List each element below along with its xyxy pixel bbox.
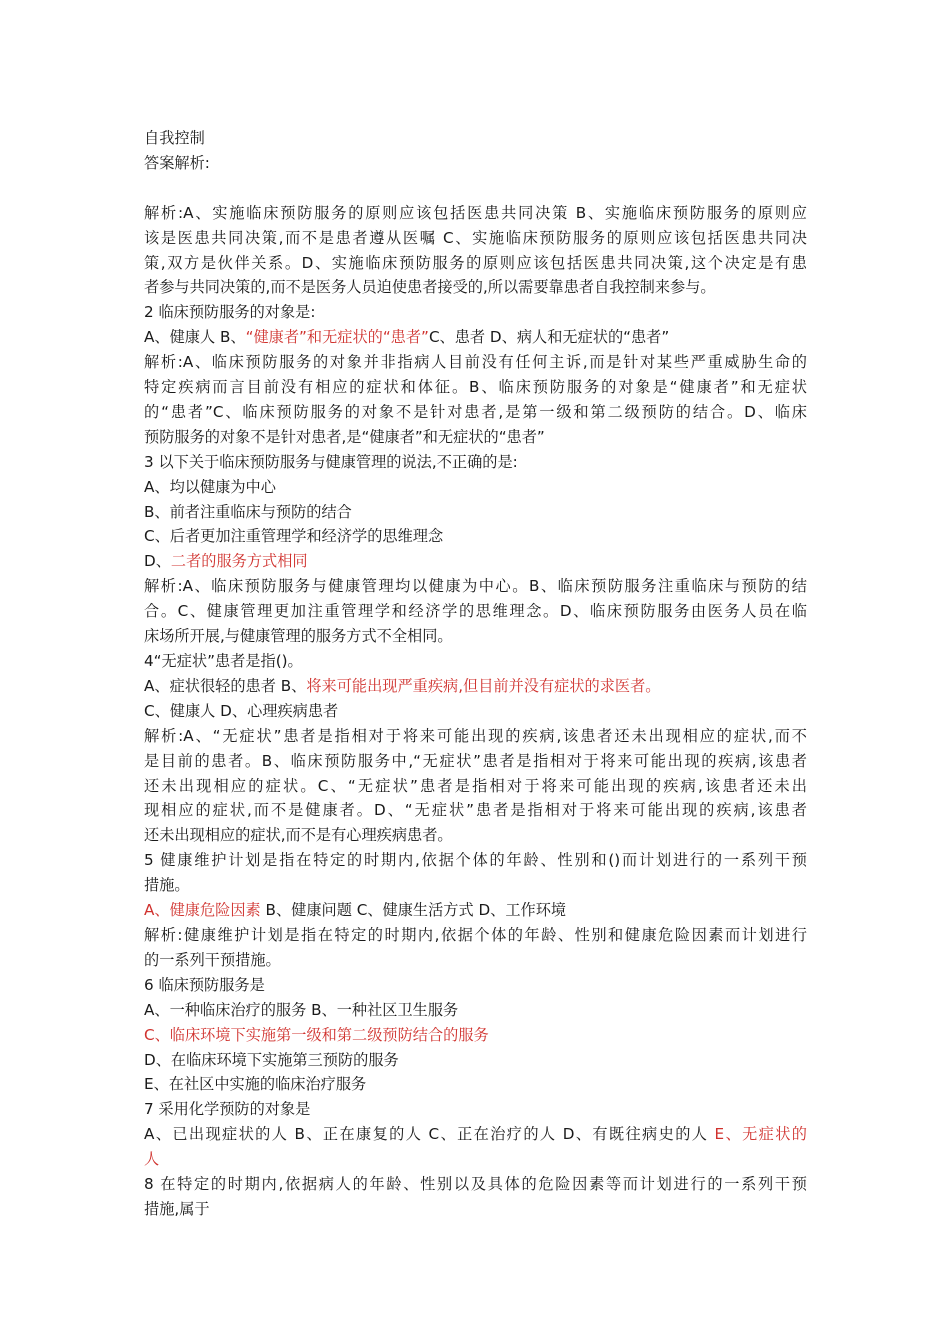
text-line: 8 在特定的时期内,依据病人的年龄、性别以及具体的危险因素等而计划进行的一系列干预	[144, 1175, 807, 1194]
text-segment: D、	[144, 552, 171, 571]
text-line	[144, 1023, 807, 1048]
text-line: C、后者更加注重管理学和经济学的思维理念	[144, 527, 444, 546]
text-segment: A、症状很轻的患者 B、	[144, 676, 307, 695]
text-line: 该是医患共同决策,而不是患者遵从医嘱 C、实施临床预防服务的原则应该包括医患共同决	[144, 228, 807, 247]
text-line: 2 临床预防服务的对象是:	[144, 303, 316, 322]
text-line: 还未出现相应的症状。C、“无症状”患者是指相对于将来可能出现的疾病,该患者还未出	[144, 776, 807, 795]
text-line: 还未出现相应的症状,而不是有心理疾病患者。	[144, 826, 453, 845]
text-line: 策,双方是伙伴关系。D、实施临床预防服务的原则应该包括医患共同决策,这个决定是有患	[144, 253, 807, 272]
text-segment: C、患者 D、病人和无症状的“患者”	[428, 328, 670, 347]
text-line	[144, 1122, 807, 1147]
text-line: 7 采用化学预防的对象是	[144, 1100, 311, 1119]
text-line: 者参与共同决策的,而不是医务人员迫使患者接受的,所以需要靠患者自我控制来参与。	[144, 278, 716, 297]
text-line: 3 以下关于临床预防服务与健康管理的说法,不正确的是:	[144, 452, 518, 471]
document-body	[144, 126, 807, 1222]
text-line: 解析:A、实施临床预防服务的原则应该包括医患共同决策 B、实施临床预防服务的原则应	[144, 203, 807, 222]
text-line: A、一种临床治疗的服务 B、一种社区卫生服务	[144, 1000, 459, 1019]
text-line: 措施,属于	[144, 1199, 210, 1218]
text-line	[144, 549, 807, 574]
text-line	[144, 674, 807, 699]
answer-highlight: 将来可能出现严重疾病,但目前并没有症状的求医者。	[306, 676, 661, 695]
text-line: 5 健康维护计划是指在特定的时期内,依据个体的年龄、性别和()而计划进行的一系列干预	[144, 851, 807, 870]
text-line: 解析:A、“无症状”患者是指相对于将来可能出现的疾病,该患者还未出现相应的症状,而不	[144, 726, 807, 745]
text-line	[144, 325, 807, 350]
text-line: B、前者注重临床与预防的结合	[144, 502, 352, 521]
text-line: 床场所开展,与健康管理的服务方式不全相同。	[144, 627, 453, 646]
text-line: D、在临床环境下实施第三预防的服务	[144, 1050, 399, 1069]
answer-highlight: C、临床环境下实施第一级和第二级预防结合的服务	[144, 1025, 489, 1044]
text-line: 是目前的患者。B、临床预防服务中,“无症状”患者是指相对于将来可能出现的疾病,该患者	[144, 751, 807, 770]
text-line: 6 临床预防服务是	[144, 975, 265, 994]
answer-highlight: 人	[144, 1150, 160, 1169]
text-line	[144, 1147, 807, 1172]
text-line: 措施。	[144, 876, 190, 895]
text-line: 的一系列干预措施。	[144, 950, 281, 969]
answer-highlight: E、无症状的	[714, 1125, 807, 1144]
text-line: 解析:健康维护计划是指在特定的时期内,依据个体的年龄、性别和健康危险因素而计划进行	[144, 925, 807, 944]
text-segment: A、健康人 B、	[144, 328, 246, 347]
blank-line	[144, 176, 807, 201]
text-line: 4“无症状”患者是指()。	[144, 652, 303, 671]
answer-highlight: A、健康危险因素	[144, 901, 261, 920]
text-segment: A、已出现症状的人 B、正在康复的人 C、正在治疗的人 D、有既往病史的人	[144, 1125, 715, 1144]
text-line: 解析:A、临床预防服务的对象并非指病人目前没有任何主诉,而是针对某些严重威胁生命的	[144, 353, 807, 372]
answer-highlight: 二者的服务方式相同	[170, 552, 308, 571]
text-line: 的“患者”C、临床预防服务的对象不是针对患者,是第一级和第二级预防的结合。D、临床	[144, 402, 807, 421]
text-line: 答案解析:	[144, 153, 210, 172]
answer-highlight: “健康者”和无症状的“患者”	[245, 328, 429, 347]
text-line: A、均以健康为中心	[144, 477, 276, 496]
text-line: E、在社区中实施的临床治疗服务	[144, 1075, 367, 1094]
text-line: C、健康人 D、心理疾病患者	[144, 701, 339, 720]
text-segment: B、健康问题 C、健康生活方式 D、工作环境	[260, 901, 567, 920]
text-line: 解析:A、临床预防服务与健康管理均以健康为中心。B、临床预防服务注重临床与预防的结	[144, 577, 807, 596]
text-line: 特定疾病而言目前没有相应的症状和体征。B、临床预防服务的对象是“健康者”和无症状	[144, 378, 807, 397]
text-line: 现相应的症状,而不是健康者。D、“无症状”患者是指相对于将来可能出现的疾病,该患者	[144, 801, 807, 820]
text-line: 合。C、健康管理更加注重管理学和经济学的思维理念。D、临床预防服务由医务人员在临	[144, 602, 807, 621]
text-line: 自我控制	[144, 129, 205, 147]
text-line	[144, 898, 807, 923]
text-line: 预防服务的对象不是针对患者,是“健康者”和无症状的“患者”	[144, 427, 545, 446]
